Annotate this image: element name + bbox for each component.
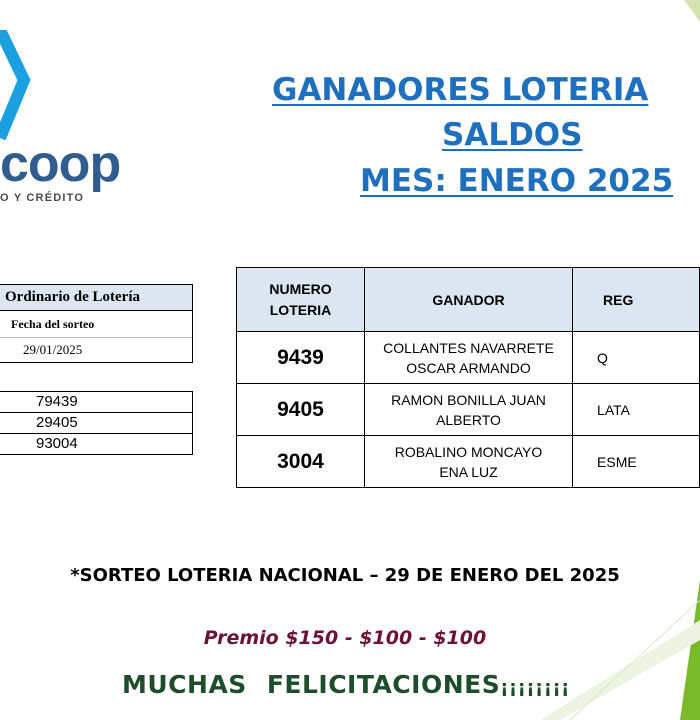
table-row	[237, 436, 700, 488]
cell-region: ESME	[573, 436, 700, 488]
cell-numero: 9439	[237, 332, 365, 384]
logo-text: coop	[0, 135, 121, 193]
decorative-corner-shape	[670, 0, 700, 40]
cell-ganador: ROBALINO MONCAYO ENA LUZ	[364, 436, 572, 488]
drawn-number: 93004	[36, 435, 78, 452]
logo-icon	[0, 30, 40, 140]
prize-text: Premio $150 - $100 - $100	[203, 627, 487, 649]
drawn-number: 29405	[0, 413, 192, 434]
column-header-region: REG	[573, 268, 700, 332]
draw-info-header: Ordinario de Lotería	[0, 285, 192, 311]
table-header-row	[237, 268, 700, 332]
congratulations-word-1: MUCHAS	[122, 670, 247, 699]
page-title-line-3: MES: ENERO 2025	[360, 163, 674, 199]
draw-date-value: 29/01/2025	[23, 342, 83, 357]
congratulations-text	[122, 670, 570, 699]
logo-subtitle: O Y CRÉDITO	[0, 192, 85, 204]
congratulations-word-2: FELICITACIONES	[266, 670, 501, 699]
cell-region: LATA	[573, 384, 700, 436]
draw-date-label: Fecha del sorteo	[0, 311, 192, 338]
table-row	[237, 332, 700, 384]
cell-numero: 9405	[237, 384, 365, 436]
page-title-line-2: SALDOS	[442, 117, 583, 153]
cell-region: Q	[573, 332, 700, 384]
column-header-ganador: GANADOR	[364, 268, 572, 332]
cell-numero: 3004	[237, 436, 365, 488]
drawn-number: 79439	[0, 392, 192, 413]
drawn-numbers-list	[0, 391, 193, 455]
sorteo-note: *SORTEO LOTERIA NACIONAL – 29 DE ENERO DEL 2025	[70, 565, 620, 586]
exclamation-marks: ¡¡¡¡¡¡¡¡	[500, 677, 570, 698]
cell-ganador: RAMON BONILLA JUAN ALBERTO	[364, 384, 572, 436]
winners-table	[236, 267, 700, 488]
page-title-line-1: GANADORES LOTERIA	[272, 72, 649, 108]
cell-ganador: COLLANTES NAVARRETE OSCAR ARMANDO	[364, 332, 572, 384]
draw-info-box	[0, 284, 193, 363]
table-row	[237, 384, 700, 436]
column-header-numero: NUMERO LOTERIA	[237, 268, 365, 332]
